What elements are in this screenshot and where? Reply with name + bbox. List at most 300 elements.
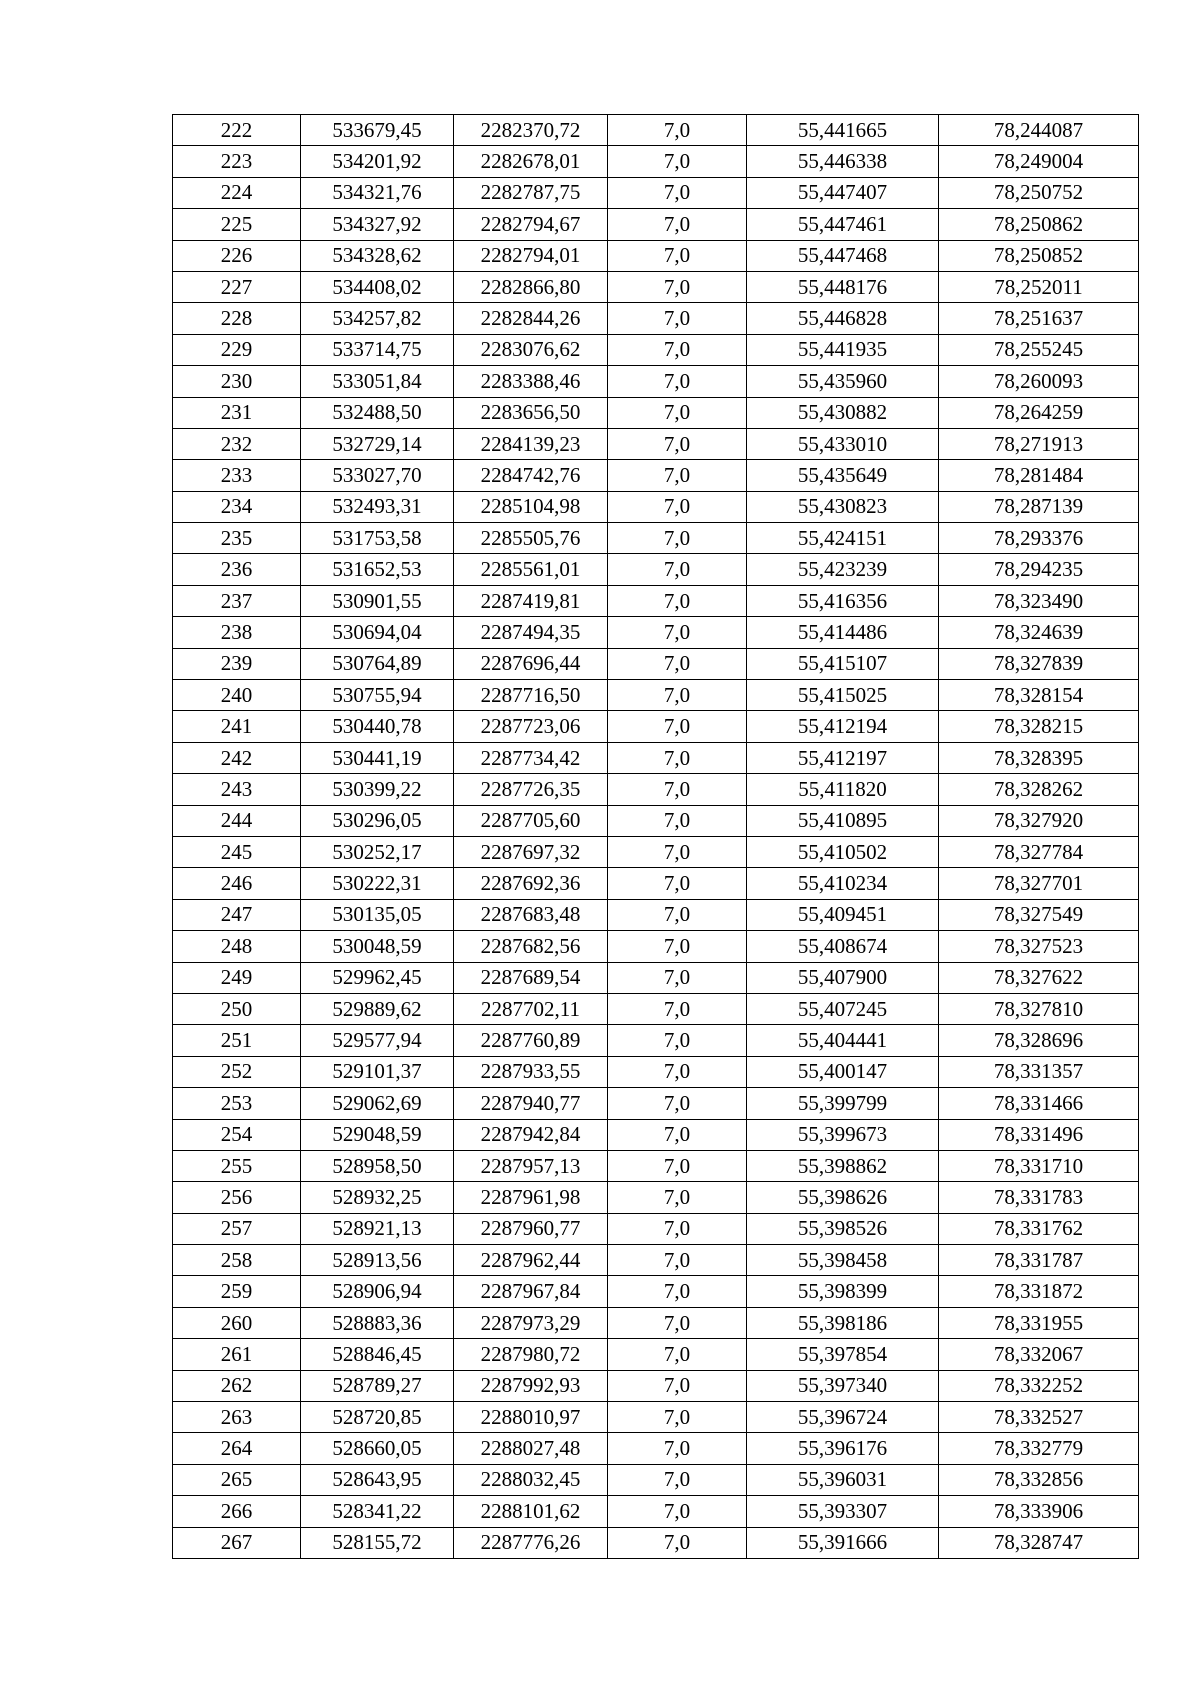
latitude-cell: 55,400147	[747, 1056, 939, 1087]
value-cell: 7,0	[608, 585, 747, 616]
y-coordinate-cell: 2284742,76	[454, 460, 608, 491]
table-row	[173, 742, 1139, 773]
x-coordinate-cell: 528958,50	[301, 1150, 454, 1181]
value-cell: 7,0	[608, 742, 747, 773]
value-cell: 7,0	[608, 805, 747, 836]
y-coordinate-cell: 2287682,56	[454, 931, 608, 962]
longitude-cell: 78,332252	[939, 1370, 1139, 1401]
latitude-cell: 55,391666	[747, 1527, 939, 1558]
table-row	[173, 554, 1139, 585]
value-cell: 7,0	[608, 240, 747, 271]
y-coordinate-cell: 2287967,84	[454, 1276, 608, 1307]
longitude-cell: 78,260093	[939, 366, 1139, 397]
point-number-cell: 235	[173, 523, 301, 554]
y-coordinate-cell: 2285104,98	[454, 491, 608, 522]
value-cell: 7,0	[608, 1213, 747, 1244]
point-number-cell: 258	[173, 1245, 301, 1276]
value-cell: 7,0	[608, 993, 747, 1024]
longitude-cell: 78,324639	[939, 617, 1139, 648]
table-row	[173, 680, 1139, 711]
table-row	[173, 1464, 1139, 1495]
point-number-cell: 238	[173, 617, 301, 648]
table-row	[173, 1527, 1139, 1558]
table-row	[173, 366, 1139, 397]
latitude-cell: 55,399673	[747, 1119, 939, 1150]
point-number-cell: 227	[173, 271, 301, 302]
x-coordinate-cell: 532488,50	[301, 397, 454, 428]
point-number-cell: 263	[173, 1402, 301, 1433]
longitude-cell: 78,331466	[939, 1088, 1139, 1119]
point-number-cell: 228	[173, 303, 301, 334]
value-cell: 7,0	[608, 1088, 747, 1119]
latitude-cell: 55,393307	[747, 1496, 939, 1527]
latitude-cell: 55,396724	[747, 1402, 939, 1433]
y-coordinate-cell: 2287980,72	[454, 1339, 608, 1370]
y-coordinate-cell: 2288027,48	[454, 1433, 608, 1464]
x-coordinate-cell: 534201,92	[301, 146, 454, 177]
point-number-cell: 226	[173, 240, 301, 271]
point-number-cell: 223	[173, 146, 301, 177]
longitude-cell: 78,327701	[939, 868, 1139, 899]
y-coordinate-cell: 2287705,60	[454, 805, 608, 836]
x-coordinate-cell: 533051,84	[301, 366, 454, 397]
latitude-cell: 55,416356	[747, 585, 939, 616]
x-coordinate-cell: 530764,89	[301, 648, 454, 679]
x-coordinate-cell: 532493,31	[301, 491, 454, 522]
latitude-cell: 55,447461	[747, 209, 939, 240]
x-coordinate-cell: 533679,45	[301, 115, 454, 146]
x-coordinate-cell: 528921,13	[301, 1213, 454, 1244]
latitude-cell: 55,414486	[747, 617, 939, 648]
longitude-cell: 78,331710	[939, 1150, 1139, 1181]
coordinates-table-body	[173, 115, 1139, 1559]
point-number-cell: 248	[173, 931, 301, 962]
point-number-cell: 249	[173, 962, 301, 993]
value-cell: 7,0	[608, 1370, 747, 1401]
table-row	[173, 1182, 1139, 1213]
longitude-cell: 78,328215	[939, 711, 1139, 742]
longitude-cell: 78,327920	[939, 805, 1139, 836]
table-row	[173, 1307, 1139, 1338]
x-coordinate-cell: 530441,19	[301, 742, 454, 773]
x-coordinate-cell: 529062,69	[301, 1088, 454, 1119]
table-row	[173, 523, 1139, 554]
point-number-cell: 252	[173, 1056, 301, 1087]
y-coordinate-cell: 2287689,54	[454, 962, 608, 993]
table-row	[173, 397, 1139, 428]
value-cell: 7,0	[608, 836, 747, 867]
point-number-cell: 264	[173, 1433, 301, 1464]
latitude-cell: 55,435960	[747, 366, 939, 397]
table-row	[173, 1150, 1139, 1181]
latitude-cell: 55,435649	[747, 460, 939, 491]
point-number-cell: 237	[173, 585, 301, 616]
x-coordinate-cell: 532729,14	[301, 428, 454, 459]
x-coordinate-cell: 534321,76	[301, 177, 454, 208]
table-row	[173, 115, 1139, 146]
table-row	[173, 899, 1139, 930]
latitude-cell: 55,407900	[747, 962, 939, 993]
y-coordinate-cell: 2287960,77	[454, 1213, 608, 1244]
y-coordinate-cell: 2282794,67	[454, 209, 608, 240]
point-number-cell: 233	[173, 460, 301, 491]
latitude-cell: 55,415025	[747, 680, 939, 711]
y-coordinate-cell: 2285561,01	[454, 554, 608, 585]
longitude-cell: 78,328262	[939, 774, 1139, 805]
x-coordinate-cell: 530252,17	[301, 836, 454, 867]
latitude-cell: 55,398526	[747, 1213, 939, 1244]
x-coordinate-cell: 528846,45	[301, 1339, 454, 1370]
latitude-cell: 55,446338	[747, 146, 939, 177]
latitude-cell: 55,447468	[747, 240, 939, 271]
y-coordinate-cell: 2288101,62	[454, 1496, 608, 1527]
table-row	[173, 1119, 1139, 1150]
point-number-cell: 260	[173, 1307, 301, 1338]
y-coordinate-cell: 2287683,48	[454, 899, 608, 930]
value-cell: 7,0	[608, 554, 747, 585]
x-coordinate-cell: 534327,92	[301, 209, 454, 240]
point-number-cell: 253	[173, 1088, 301, 1119]
point-number-cell: 251	[173, 1025, 301, 1056]
x-coordinate-cell: 528643,95	[301, 1464, 454, 1495]
y-coordinate-cell: 2287716,50	[454, 680, 608, 711]
x-coordinate-cell: 534257,82	[301, 303, 454, 334]
x-coordinate-cell: 529577,94	[301, 1025, 454, 1056]
x-coordinate-cell: 528155,72	[301, 1527, 454, 1558]
y-coordinate-cell: 2282866,80	[454, 271, 608, 302]
latitude-cell: 55,410234	[747, 868, 939, 899]
y-coordinate-cell: 2287942,84	[454, 1119, 608, 1150]
point-number-cell: 262	[173, 1370, 301, 1401]
value-cell: 7,0	[608, 209, 747, 240]
latitude-cell: 55,404441	[747, 1025, 939, 1056]
point-number-cell: 245	[173, 836, 301, 867]
point-number-cell: 229	[173, 334, 301, 365]
latitude-cell: 55,399799	[747, 1088, 939, 1119]
value-cell: 7,0	[608, 1276, 747, 1307]
longitude-cell: 78,251637	[939, 303, 1139, 334]
longitude-cell: 78,332067	[939, 1339, 1139, 1370]
longitude-cell: 78,332856	[939, 1464, 1139, 1495]
longitude-cell: 78,281484	[939, 460, 1139, 491]
point-number-cell: 239	[173, 648, 301, 679]
table-row	[173, 146, 1139, 177]
point-number-cell: 255	[173, 1150, 301, 1181]
value-cell: 7,0	[608, 366, 747, 397]
value-cell: 7,0	[608, 711, 747, 742]
y-coordinate-cell: 2287734,42	[454, 742, 608, 773]
y-coordinate-cell: 2287760,89	[454, 1025, 608, 1056]
longitude-cell: 78,331955	[939, 1307, 1139, 1338]
value-cell: 7,0	[608, 146, 747, 177]
table-row	[173, 334, 1139, 365]
point-number-cell: 234	[173, 491, 301, 522]
point-number-cell: 225	[173, 209, 301, 240]
latitude-cell: 55,423239	[747, 554, 939, 585]
table-row	[173, 868, 1139, 899]
point-number-cell: 247	[173, 899, 301, 930]
point-number-cell: 222	[173, 115, 301, 146]
value-cell: 7,0	[608, 1402, 747, 1433]
table-row	[173, 303, 1139, 334]
y-coordinate-cell: 2287962,44	[454, 1245, 608, 1276]
y-coordinate-cell: 2282370,72	[454, 115, 608, 146]
point-number-cell: 230	[173, 366, 301, 397]
latitude-cell: 55,396031	[747, 1464, 939, 1495]
longitude-cell: 78,331762	[939, 1213, 1139, 1244]
value-cell: 7,0	[608, 931, 747, 962]
value-cell: 7,0	[608, 523, 747, 554]
y-coordinate-cell: 2287940,77	[454, 1088, 608, 1119]
latitude-cell: 55,398862	[747, 1150, 939, 1181]
y-coordinate-cell: 2287692,36	[454, 868, 608, 899]
longitude-cell: 78,287139	[939, 491, 1139, 522]
latitude-cell: 55,433010	[747, 428, 939, 459]
y-coordinate-cell: 2282678,01	[454, 146, 608, 177]
longitude-cell: 78,331357	[939, 1056, 1139, 1087]
table-row	[173, 460, 1139, 491]
value-cell: 7,0	[608, 460, 747, 491]
latitude-cell: 55,447407	[747, 177, 939, 208]
point-number-cell: 242	[173, 742, 301, 773]
x-coordinate-cell: 529048,59	[301, 1119, 454, 1150]
longitude-cell: 78,250862	[939, 209, 1139, 240]
table-row	[173, 1433, 1139, 1464]
y-coordinate-cell: 2282844,26	[454, 303, 608, 334]
table-row	[173, 805, 1139, 836]
longitude-cell: 78,331496	[939, 1119, 1139, 1150]
longitude-cell: 78,331783	[939, 1182, 1139, 1213]
value-cell: 7,0	[608, 1025, 747, 1056]
x-coordinate-cell: 528660,05	[301, 1433, 454, 1464]
x-coordinate-cell: 530901,55	[301, 585, 454, 616]
x-coordinate-cell: 534328,62	[301, 240, 454, 271]
longitude-cell: 78,328154	[939, 680, 1139, 711]
x-coordinate-cell: 529101,37	[301, 1056, 454, 1087]
table-row	[173, 1370, 1139, 1401]
table-row	[173, 1339, 1139, 1370]
x-coordinate-cell: 528341,22	[301, 1496, 454, 1527]
longitude-cell: 78,332779	[939, 1433, 1139, 1464]
x-coordinate-cell: 533027,70	[301, 460, 454, 491]
value-cell: 7,0	[608, 1119, 747, 1150]
latitude-cell: 55,398186	[747, 1307, 939, 1338]
table-row	[173, 711, 1139, 742]
point-number-cell: 224	[173, 177, 301, 208]
x-coordinate-cell: 530048,59	[301, 931, 454, 962]
value-cell: 7,0	[608, 899, 747, 930]
table-row	[173, 836, 1139, 867]
value-cell: 7,0	[608, 648, 747, 679]
latitude-cell: 55,408674	[747, 931, 939, 962]
table-row	[173, 177, 1139, 208]
x-coordinate-cell: 533714,75	[301, 334, 454, 365]
longitude-cell: 78,327810	[939, 993, 1139, 1024]
table-row	[173, 1213, 1139, 1244]
point-number-cell: 240	[173, 680, 301, 711]
table-row	[173, 1088, 1139, 1119]
y-coordinate-cell: 2283388,46	[454, 366, 608, 397]
longitude-cell: 78,250752	[939, 177, 1139, 208]
y-coordinate-cell: 2288010,97	[454, 1402, 608, 1433]
value-cell: 7,0	[608, 428, 747, 459]
table-row	[173, 491, 1139, 522]
latitude-cell: 55,412194	[747, 711, 939, 742]
x-coordinate-cell: 530222,31	[301, 868, 454, 899]
table-row	[173, 648, 1139, 679]
latitude-cell: 55,410502	[747, 836, 939, 867]
y-coordinate-cell: 2287961,98	[454, 1182, 608, 1213]
point-number-cell: 259	[173, 1276, 301, 1307]
table-row	[173, 585, 1139, 616]
latitude-cell: 55,424151	[747, 523, 939, 554]
latitude-cell: 55,415107	[747, 648, 939, 679]
x-coordinate-cell: 528883,36	[301, 1307, 454, 1338]
longitude-cell: 78,331872	[939, 1276, 1139, 1307]
x-coordinate-cell: 529962,45	[301, 962, 454, 993]
table-row	[173, 1025, 1139, 1056]
y-coordinate-cell: 2287992,93	[454, 1370, 608, 1401]
latitude-cell: 55,410895	[747, 805, 939, 836]
latitude-cell: 55,398626	[747, 1182, 939, 1213]
longitude-cell: 78,294235	[939, 554, 1139, 585]
table-row	[173, 993, 1139, 1024]
value-cell: 7,0	[608, 334, 747, 365]
longitude-cell: 78,244087	[939, 115, 1139, 146]
y-coordinate-cell: 2287776,26	[454, 1527, 608, 1558]
y-coordinate-cell: 2287723,06	[454, 711, 608, 742]
table-row	[173, 209, 1139, 240]
value-cell: 7,0	[608, 397, 747, 428]
value-cell: 7,0	[608, 1464, 747, 1495]
table-row	[173, 1276, 1139, 1307]
y-coordinate-cell: 2287697,32	[454, 836, 608, 867]
value-cell: 7,0	[608, 271, 747, 302]
point-number-cell: 266	[173, 1496, 301, 1527]
latitude-cell: 55,397340	[747, 1370, 939, 1401]
y-coordinate-cell: 2287933,55	[454, 1056, 608, 1087]
latitude-cell: 55,441665	[747, 115, 939, 146]
point-number-cell: 265	[173, 1464, 301, 1495]
point-number-cell: 261	[173, 1339, 301, 1370]
longitude-cell: 78,328747	[939, 1527, 1139, 1558]
x-coordinate-cell: 530694,04	[301, 617, 454, 648]
value-cell: 7,0	[608, 617, 747, 648]
value-cell: 7,0	[608, 1527, 747, 1558]
value-cell: 7,0	[608, 1182, 747, 1213]
value-cell: 7,0	[608, 868, 747, 899]
latitude-cell: 55,407245	[747, 993, 939, 1024]
x-coordinate-cell: 531753,58	[301, 523, 454, 554]
latitude-cell: 55,409451	[747, 899, 939, 930]
point-number-cell: 257	[173, 1213, 301, 1244]
latitude-cell: 55,446828	[747, 303, 939, 334]
x-coordinate-cell: 528932,25	[301, 1182, 454, 1213]
value-cell: 7,0	[608, 303, 747, 334]
longitude-cell: 78,331787	[939, 1245, 1139, 1276]
latitude-cell: 55,412197	[747, 742, 939, 773]
y-coordinate-cell: 2287973,29	[454, 1307, 608, 1338]
table-row	[173, 271, 1139, 302]
point-number-cell: 244	[173, 805, 301, 836]
point-number-cell: 246	[173, 868, 301, 899]
longitude-cell: 78,328696	[939, 1025, 1139, 1056]
y-coordinate-cell: 2287702,11	[454, 993, 608, 1024]
y-coordinate-cell: 2288032,45	[454, 1464, 608, 1495]
longitude-cell: 78,264259	[939, 397, 1139, 428]
value-cell: 7,0	[608, 1056, 747, 1087]
longitude-cell: 78,327839	[939, 648, 1139, 679]
table-row	[173, 931, 1139, 962]
x-coordinate-cell: 528906,94	[301, 1276, 454, 1307]
value-cell: 7,0	[608, 1433, 747, 1464]
value-cell: 7,0	[608, 1150, 747, 1181]
value-cell: 7,0	[608, 1245, 747, 1276]
value-cell: 7,0	[608, 177, 747, 208]
latitude-cell: 55,430882	[747, 397, 939, 428]
x-coordinate-cell: 530296,05	[301, 805, 454, 836]
latitude-cell: 55,441935	[747, 334, 939, 365]
longitude-cell: 78,250852	[939, 240, 1139, 271]
point-number-cell: 243	[173, 774, 301, 805]
longitude-cell: 78,323490	[939, 585, 1139, 616]
point-number-cell: 236	[173, 554, 301, 585]
y-coordinate-cell: 2282787,75	[454, 177, 608, 208]
point-number-cell: 241	[173, 711, 301, 742]
y-coordinate-cell: 2287957,13	[454, 1150, 608, 1181]
value-cell: 7,0	[608, 774, 747, 805]
y-coordinate-cell: 2287494,35	[454, 617, 608, 648]
y-coordinate-cell: 2287726,35	[454, 774, 608, 805]
value-cell: 7,0	[608, 1339, 747, 1370]
latitude-cell: 55,430823	[747, 491, 939, 522]
x-coordinate-cell: 530440,78	[301, 711, 454, 742]
point-number-cell: 254	[173, 1119, 301, 1150]
table-row	[173, 1496, 1139, 1527]
y-coordinate-cell: 2282794,01	[454, 240, 608, 271]
x-coordinate-cell: 529889,62	[301, 993, 454, 1024]
latitude-cell: 55,397854	[747, 1339, 939, 1370]
table-row	[173, 1245, 1139, 1276]
x-coordinate-cell: 530135,05	[301, 899, 454, 930]
longitude-cell: 78,327622	[939, 962, 1139, 993]
value-cell: 7,0	[608, 962, 747, 993]
longitude-cell: 78,333906	[939, 1496, 1139, 1527]
longitude-cell: 78,249004	[939, 146, 1139, 177]
x-coordinate-cell: 528913,56	[301, 1245, 454, 1276]
longitude-cell: 78,328395	[939, 742, 1139, 773]
x-coordinate-cell: 531652,53	[301, 554, 454, 585]
value-cell: 7,0	[608, 1496, 747, 1527]
x-coordinate-cell: 528720,85	[301, 1402, 454, 1433]
table-row	[173, 617, 1139, 648]
longitude-cell: 78,255245	[939, 334, 1139, 365]
latitude-cell: 55,398399	[747, 1276, 939, 1307]
coordinates-table	[172, 114, 1139, 1559]
x-coordinate-cell: 534408,02	[301, 271, 454, 302]
longitude-cell: 78,293376	[939, 523, 1139, 554]
latitude-cell: 55,448176	[747, 271, 939, 302]
point-number-cell: 231	[173, 397, 301, 428]
value-cell: 7,0	[608, 491, 747, 522]
y-coordinate-cell: 2283076,62	[454, 334, 608, 365]
longitude-cell: 78,271913	[939, 428, 1139, 459]
table-row	[173, 240, 1139, 271]
value-cell: 7,0	[608, 115, 747, 146]
y-coordinate-cell: 2283656,50	[454, 397, 608, 428]
point-number-cell: 232	[173, 428, 301, 459]
table-row	[173, 962, 1139, 993]
